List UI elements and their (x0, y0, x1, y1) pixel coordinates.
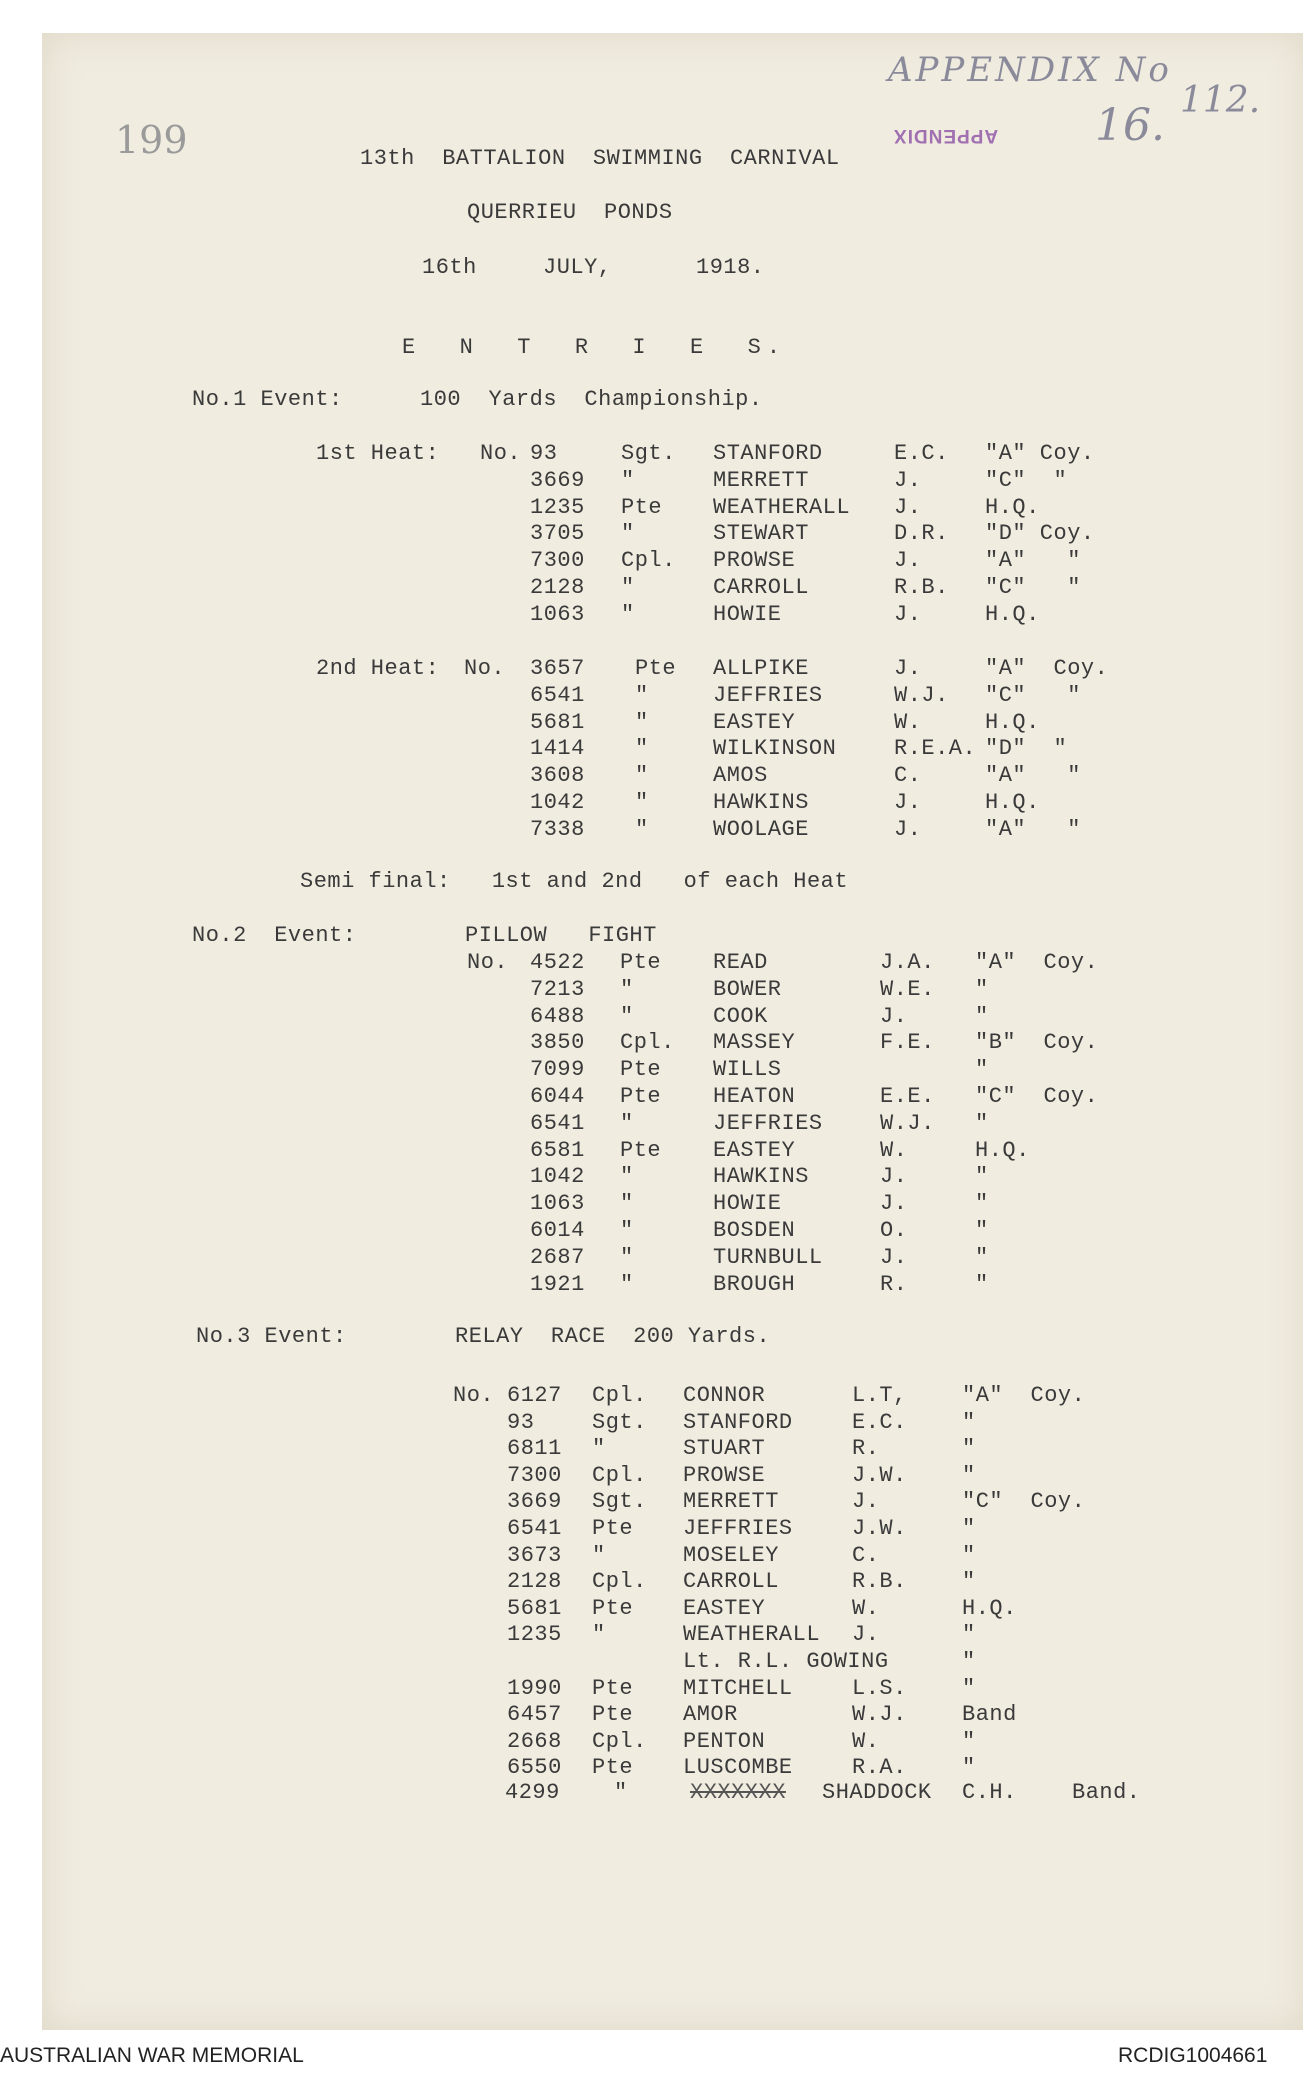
entry-name: PROWSE (683, 1462, 766, 1488)
entry-name: STUART (683, 1436, 766, 1462)
entry-no: 93 (507, 1409, 535, 1435)
folio-number: 112. (1180, 80, 1261, 121)
entry-rank: " (620, 1244, 634, 1270)
document-location: QUERRIEU PONDS (467, 200, 673, 225)
entry-rank: " (621, 575, 635, 600)
entry-no: 6457 (507, 1702, 562, 1728)
entry-no: 3669 (530, 467, 585, 493)
entry-name: MERRETT (683, 1489, 779, 1515)
entry-rank: " (635, 682, 649, 708)
entry-rank: Sgt. (592, 1409, 647, 1435)
entry-no: 93 (530, 441, 558, 466)
entry-name: CARROLL (683, 1569, 779, 1595)
entry-name: BROUGH (713, 1271, 796, 1297)
entry-name: MOSELEY (683, 1542, 779, 1568)
entry-init: J. (880, 1191, 908, 1217)
entry-name: AMOR (683, 1702, 738, 1728)
entry-coy: "A" Coy. (962, 1383, 1086, 1408)
entry-name: HEATON (713, 1084, 796, 1109)
entry-name: WOOLAGE (713, 816, 809, 842)
entry-init: C. (852, 1542, 880, 1568)
entry-coy: " (975, 976, 989, 1002)
entry-name: STANFORD (713, 441, 823, 466)
entry-name: STANFORD (683, 1409, 793, 1435)
entry-rank: Cpl. (592, 1728, 647, 1754)
entry-no: 3657 (530, 656, 585, 681)
document-date-month: JULY, (543, 255, 612, 280)
entry-coy: "A" " (985, 763, 1081, 789)
entry-no: 1921 (530, 1271, 585, 1297)
entry-name: MITCHELL (683, 1675, 793, 1701)
entry-coy: " (962, 1569, 976, 1595)
entry-name: STEWART (713, 521, 809, 547)
entry-init: J. (894, 467, 922, 493)
entry-name: BOWER (713, 976, 782, 1002)
entry-init: W.J. (880, 1110, 935, 1136)
entry-coy: "B" Coy. (975, 1030, 1099, 1056)
entry-no: 3705 (530, 521, 585, 547)
entry-init: W.E. (880, 976, 935, 1002)
entry-rank: " (592, 1436, 606, 1462)
event2-no-label: No. (467, 950, 509, 975)
event2-title: PILLOW FIGHT (465, 923, 657, 948)
entry-name: ALLPIKE (713, 656, 809, 681)
entry-rank: " (621, 601, 635, 627)
entry-no: 2668 (507, 1728, 562, 1754)
entry-coy: " (962, 1675, 976, 1701)
entry-no: 6541 (530, 1110, 585, 1136)
entry-init: E.E. (880, 1084, 935, 1109)
entry-no: 4522 (530, 950, 585, 975)
entry-coy: " (975, 1271, 989, 1297)
event2-label: No.2 Event: (192, 923, 357, 948)
entry-init: J. (880, 1003, 908, 1029)
entry-no: 7300 (530, 548, 585, 574)
entry-rank: Cpl. (592, 1569, 647, 1595)
entry-coy: " (975, 1057, 989, 1083)
appendix-handwritten: APPENDIX No (888, 50, 1172, 90)
entry-no: 7099 (530, 1057, 585, 1083)
entry-coy: "C" Coy. (975, 1084, 1099, 1109)
entry-rank: Pte (620, 1137, 662, 1163)
entry-name: WEATHERALL (683, 1622, 821, 1648)
entry-rank: Pte (592, 1595, 634, 1621)
entry-init: J.W. (852, 1462, 907, 1488)
entry-init: J. (894, 656, 922, 681)
entry-no: 7338 (530, 816, 585, 842)
entry-rank: Cpl. (592, 1462, 647, 1488)
entry-name: READ (713, 950, 768, 975)
event3-last-no: 4299 (505, 1780, 560, 1805)
entry-no: 2128 (530, 575, 585, 600)
entry-name: HOWIE (713, 1191, 782, 1217)
event3-last-init: C.H. (962, 1780, 1017, 1805)
entry-coy: " (975, 1110, 989, 1136)
entry-coy: H.Q. (985, 601, 1040, 627)
entry-no: 6127 (507, 1383, 562, 1408)
entry-no: 6014 (530, 1218, 585, 1243)
entry-name: BOSDEN (713, 1218, 796, 1243)
entry-name: AMOS (713, 763, 768, 789)
entry-coy: " (962, 1409, 976, 1435)
event3-no-label: No. (453, 1383, 495, 1408)
entry-init: J. (894, 494, 922, 520)
heat2-label: 2nd Heat: (316, 656, 440, 681)
entry-init: R. (880, 1271, 908, 1297)
entry-name: CONNOR (683, 1383, 766, 1408)
entry-no: 5681 (507, 1595, 562, 1621)
entry-no: 1063 (530, 601, 585, 627)
entry-init: J. (894, 816, 922, 842)
entry-no: 1235 (530, 494, 585, 520)
entry-init: J. (880, 1244, 908, 1270)
entry-rank: " (620, 1003, 634, 1029)
entry-name: JEFFRIES (713, 682, 823, 708)
entry-no: 1990 (507, 1675, 562, 1701)
entry-rank: " (620, 976, 634, 1002)
entry-no: 6541 (507, 1516, 562, 1541)
entry-rank: " (592, 1542, 606, 1568)
entry-no: 2128 (507, 1569, 562, 1595)
entry-name: JEFFRIES (683, 1516, 793, 1541)
entry-init: J.W. (852, 1516, 907, 1541)
entry-coy: "A" " (985, 548, 1081, 574)
entry-no: 6541 (530, 682, 585, 708)
entry-init: J. (852, 1489, 880, 1515)
entry-coy: " (962, 1542, 976, 1568)
entry-no: 6044 (530, 1084, 585, 1109)
entry-init: J. (894, 548, 922, 574)
entry-no: 6811 (507, 1436, 562, 1462)
entry-name: JEFFRIES (713, 1110, 823, 1136)
entry-coy: " (962, 1755, 976, 1781)
event3-struck-text: XXXXXXX (690, 1780, 786, 1805)
entry-name: HAWKINS (713, 1164, 809, 1190)
entry-rank: " (635, 763, 649, 789)
entry-coy: " (962, 1436, 976, 1462)
appendix-stamp: APPENDIX (893, 125, 999, 146)
entries-heading: E N T R I E S. (402, 335, 787, 360)
footer-id: RCDIG1004661 (1118, 2044, 1268, 2067)
entry-no: 1235 (507, 1622, 562, 1648)
entry-rank: Pte (592, 1675, 634, 1701)
entry-coy: "A" Coy. (985, 656, 1109, 681)
entry-rank: " (620, 1218, 634, 1243)
event1-title: 100 Yards Championship. (420, 387, 763, 412)
entry-coy: " (975, 1218, 989, 1243)
entry-coy: "D" Coy. (985, 521, 1095, 547)
entry-name: WILLS (713, 1057, 782, 1083)
entry-rank: " (620, 1271, 634, 1297)
entry-coy: H.Q. (985, 790, 1040, 815)
entry-coy: " (962, 1462, 976, 1488)
entry-name: HAWKINS (713, 790, 809, 815)
entry-name: MERRETT (713, 467, 809, 493)
entry-rank: Pte (635, 656, 677, 681)
entry-init: E.C. (852, 1409, 907, 1435)
entry-rank: " (635, 790, 649, 815)
entry-coy: Band (962, 1702, 1017, 1728)
entry-no: 7213 (530, 976, 585, 1002)
entry-coy: "C" " (985, 467, 1068, 493)
entry-no: 3673 (507, 1542, 562, 1568)
entry-coy: "C" " (985, 575, 1081, 600)
event1-label: No.1 Event: (192, 387, 343, 412)
entry-name: WEATHERALL (713, 494, 851, 520)
heat2-no-label: No. (464, 656, 506, 681)
document-title: 13th BATTALION SWIMMING CARNIVAL (360, 146, 840, 171)
entry-rank: Cpl. (592, 1383, 647, 1408)
entry-rank: " (635, 736, 649, 762)
entry-name: HOWIE (713, 601, 782, 627)
entry-rank: Cpl. (621, 548, 676, 574)
entry-rank: Pte (592, 1755, 634, 1781)
heat1-label: 1st Heat: (316, 441, 440, 466)
entry-coy: " (975, 1164, 989, 1190)
entry-name: EASTEY (683, 1595, 766, 1621)
entry-coy: "C" " (985, 682, 1081, 708)
entry-rank: Pte (620, 1057, 662, 1083)
entry-init: J. (852, 1622, 880, 1648)
entry-rank: " (620, 1164, 634, 1190)
entry-init: C. (894, 763, 922, 789)
entry-coy: H.Q. (985, 709, 1040, 735)
entry-coy: "A" Coy. (975, 950, 1099, 975)
entry-init: W.J. (894, 682, 949, 708)
entry-coy: "D" " (985, 736, 1068, 762)
entry-coy: H.Q. (962, 1595, 1017, 1621)
entry-rank: " (621, 467, 635, 493)
entry-no: 5681 (530, 709, 585, 735)
entry-init: R.E.A. (894, 736, 977, 762)
entry-no: 6488 (530, 1003, 585, 1029)
entry-no: 3669 (507, 1489, 562, 1515)
appendix-number: 16. (1095, 100, 1165, 151)
entry-coy: " (975, 1191, 989, 1217)
entry-no: 3850 (530, 1030, 585, 1056)
entry-coy: " (975, 1244, 989, 1270)
entry-coy: " (975, 1003, 989, 1029)
entry-coy: " (962, 1622, 976, 1648)
entry-init: W. (852, 1595, 880, 1621)
entry-coy: H.Q. (985, 494, 1040, 520)
entry-init: R.B. (852, 1569, 907, 1595)
entry-rank: Pte (592, 1702, 634, 1728)
entry-name: CARROLL (713, 575, 809, 600)
semi-final-note: Semi final: 1st and 2nd of each Heat (300, 869, 849, 894)
entry-init: E.C. (894, 441, 949, 466)
entry-init: L.S. (852, 1675, 907, 1701)
entry-rank: " (635, 709, 649, 735)
entry-name: Lt. R.L. GOWING (683, 1649, 889, 1674)
entry-no: 1414 (530, 736, 585, 762)
entry-name: EASTEY (713, 1137, 796, 1163)
entry-no: 6581 (530, 1137, 585, 1163)
entry-init: J. (894, 790, 922, 815)
entry-init: W. (894, 709, 922, 735)
entry-init: O. (880, 1218, 908, 1243)
entry-rank: " (620, 1110, 634, 1136)
entry-coy: " (962, 1728, 976, 1754)
page-number: 199 (115, 118, 188, 162)
entry-no: 1042 (530, 790, 585, 815)
entry-name: PROWSE (713, 548, 796, 574)
entry-init: L.T, (852, 1383, 907, 1408)
entry-rank: Pte (621, 494, 663, 520)
entry-name: MASSEY (713, 1030, 796, 1056)
entry-init: J. (880, 1164, 908, 1190)
event3-last-name: SHADDOCK (822, 1780, 932, 1805)
entry-rank: Cpl. (620, 1030, 675, 1056)
entry-rank: Sgt. (592, 1489, 647, 1515)
entry-init: R. (852, 1436, 880, 1462)
entry-init: W. (880, 1137, 908, 1163)
entry-rank: " (635, 816, 649, 842)
entry-coy: H.Q. (975, 1137, 1030, 1163)
document-date-day: 16th (422, 255, 477, 280)
entry-rank: Pte (620, 950, 662, 975)
footer-credit: AUSTRALIAN WAR MEMORIAL (0, 2044, 304, 2067)
entry-no: 3608 (530, 763, 585, 789)
entry-no: 2687 (530, 1244, 585, 1270)
entry-rank: " (592, 1622, 606, 1648)
entry-init: W.J. (852, 1702, 907, 1728)
entry-name: COOK (713, 1003, 768, 1029)
entry-init: F.E. (880, 1030, 935, 1056)
entry-init: R.A. (852, 1755, 907, 1781)
entry-no: 1063 (530, 1191, 585, 1217)
entry-rank: Sgt. (621, 441, 676, 466)
entry-no: 7300 (507, 1462, 562, 1488)
entry-name: EASTEY (713, 709, 796, 735)
entry-no: 6550 (507, 1755, 562, 1781)
entry-no: 1042 (530, 1164, 585, 1190)
entry-name: WILKINSON (713, 736, 837, 762)
entry-init: J.A. (880, 950, 935, 975)
document-date-year: 1918. (696, 255, 765, 280)
entry-rank: " (621, 521, 635, 547)
heat1-no-label: No. (480, 441, 522, 466)
entry-coy: "A" Coy. (985, 441, 1095, 466)
entry-name: LUSCOMBE (683, 1755, 793, 1781)
event3-last-coy: Band. (1072, 1780, 1141, 1805)
entry-init: R.B. (894, 575, 949, 600)
entry-init: W. (852, 1728, 880, 1754)
event3-title: RELAY RACE 200 Yards. (455, 1324, 771, 1349)
entry-coy: " (962, 1649, 976, 1674)
entry-init: D.R. (894, 521, 949, 547)
event3-label: No.3 Event: (196, 1324, 347, 1349)
entry-name: TURNBULL (713, 1244, 823, 1270)
entry-name: PENTON (683, 1728, 766, 1754)
entry-coy: "A" " (985, 816, 1081, 842)
entry-rank: Pte (620, 1084, 662, 1109)
event3-last-rank: " (614, 1780, 628, 1805)
entry-rank: Pte (592, 1516, 634, 1541)
entry-coy: "C" Coy. (962, 1489, 1086, 1515)
entry-rank: " (620, 1191, 634, 1217)
entry-init: J. (894, 601, 922, 627)
entry-coy: " (962, 1516, 976, 1541)
